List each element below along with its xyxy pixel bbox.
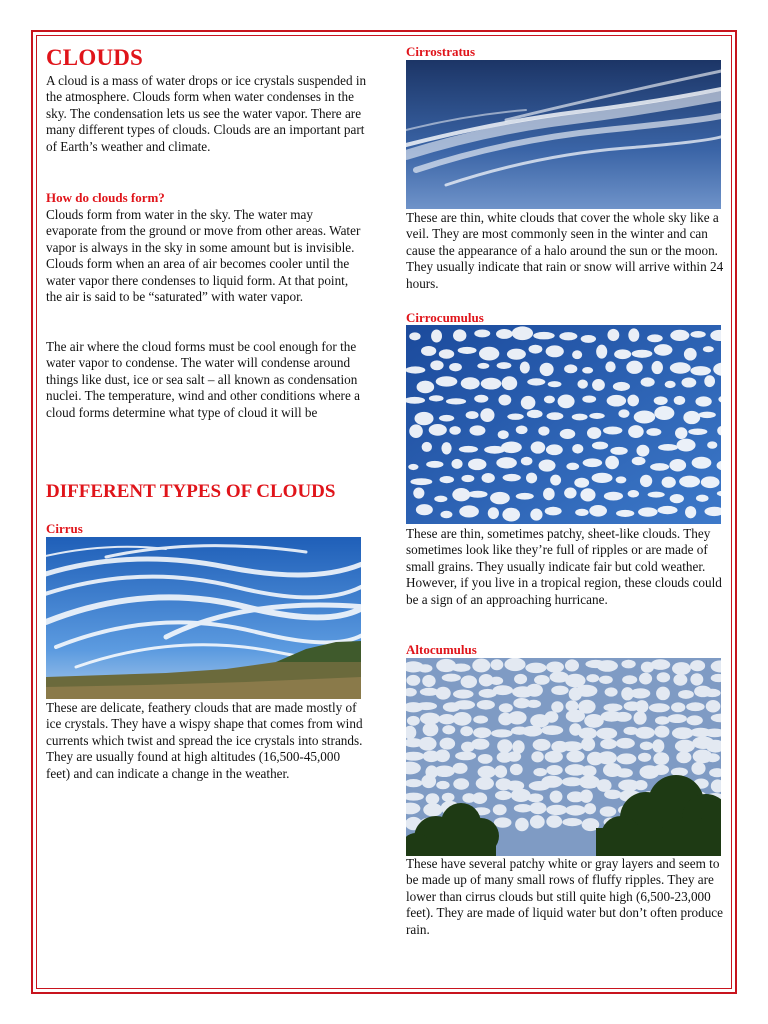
- cirrus-heading: Cirrus: [46, 521, 83, 536]
- cirrostratus-description: These are thin, white clouds that cover the whole sky like a veil. They are most commonly seen in the winter and can cause the appearance of a halo around the sun or the moon. They usually indicate that rain or snow will arrive within 24 hours.: [406, 210, 724, 291]
- cirrocumulus-description: These are thin, sometimes patchy, sheet-like clouds. They sometimes look like they’re full of ripples or are made of small grains. They usually indicate fair but cold weather. However, if you live in a tropical region, these clouds could be a sign of an approaching hurricane.: [406, 526, 722, 607]
- intro-paragraph: A cloud is a mass of water drops or ice crystals suspended in the atmosphere. Clouds form when water condenses in the sky. The condensation lets us see the water vapor. There are many different types of clouds. Clouds are an important part of Earth’s weather and climate.: [46, 73, 367, 154]
- cirrocumulus-heading: Cirrocumulus: [406, 310, 484, 325]
- altocumulus-heading: Altocumulus: [406, 642, 477, 657]
- how-form-heading: How do clouds form?: [46, 190, 165, 205]
- altocumulus-description: These have several patchy white or gray layers and seem to be made up of many small rows of fluffy ripples. They are lower than cirrus clouds but still quite high (6,500-23,000 feet). They are made of liquid water but don’t often produce rain.: [406, 856, 723, 937]
- cirrus-description: These are delicate, feathery clouds that are made mostly of ice crystals. They have a wispy shape that comes from wind currents which twist and spread the ice crystals into strands. They are usually found at high altitudes (16,500-45,000 feet) and can indicate a change in the weather.: [46, 700, 363, 781]
- cirrocumulus-photo: [406, 325, 721, 524]
- cirrostratus-heading: Cirrostratus: [406, 44, 476, 59]
- how-form-paragraph-2: The air where the cloud forms must be cool enough for the water vapor to condense. The water will condense around things like dust, ice or sea salt – all known as condensation nuclei. The temperature, wind and other conditions where a cloud forms determine what type of cloud it will be: [46, 339, 360, 420]
- altocumulus-photo: [406, 658, 721, 856]
- cirrus-photo: [46, 537, 361, 699]
- how-form-paragraph-1: Clouds form from water in the sky. The water may evaporate from the ground or move from other areas. Water vapor is always in the sky in some amount but is invisible. Clouds form when an area of air becomes cooler until the water vapor there condenses to liquid form. At that point, the air is said to be “saturated” with water vapor.: [46, 207, 361, 305]
- cirrostratus-photo: [406, 60, 721, 209]
- types-heading: DIFFERENT TYPES OF CLOUDS: [46, 481, 336, 502]
- page-title: CLOUDS: [46, 45, 144, 70]
